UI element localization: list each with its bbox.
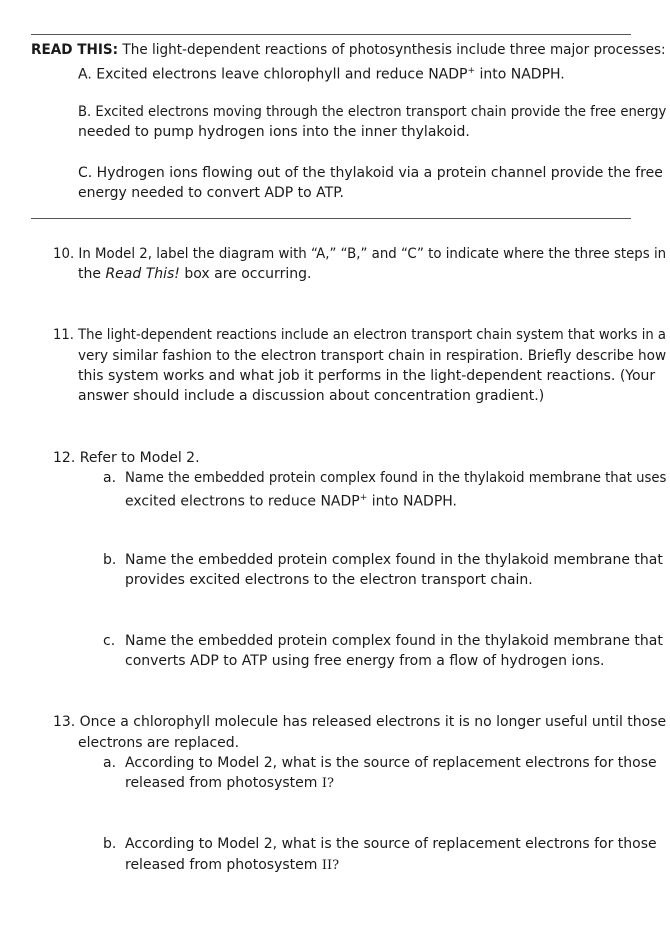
- read-this-step-b-line1: B. Excited electrons moving through the electron transport chain provide the free energy: [78, 104, 667, 120]
- q12a-superscript: +: [359, 493, 368, 503]
- q12a-text-end: into NADPH.: [367, 493, 458, 510]
- step-a-text-end: into NADPH.: [475, 66, 565, 83]
- q13a-marker: a.: [103, 755, 117, 771]
- q10-text: the: [78, 266, 106, 282]
- q10-italic-ref: Read This!: [105, 266, 180, 282]
- q13a-photosystem-numeral: I?: [321, 776, 334, 791]
- read-this-intro: The light-dependent reactions of photosynthesis include three major processes:: [122, 42, 666, 58]
- q13a-line1: According to Model 2, what is the source of replacement electrons for those: [125, 755, 657, 771]
- q13-line2: electrons are replaced.: [78, 735, 240, 751]
- q10-line2: [78, 264, 311, 284]
- q10-line1: 10. In Model 2, label the diagram with “A,” “B,” and “C” to indicate where the three steps in: [53, 246, 667, 262]
- read-this-intro-line: [31, 40, 666, 60]
- step-a-superscript: +: [467, 66, 476, 76]
- q13b-line1: According to Model 2, what is the source of replacement electrons for those: [125, 836, 657, 852]
- q11-line1: 11. The light-dependent reactions include an electron transport chain system that works in a: [53, 327, 666, 343]
- q12b-line1: Name the embedded protein complex found in the thylakoid membrane that: [125, 552, 663, 568]
- q12c-line2: converts ADP to ATP using free energy from a flow of hydrogen ions.: [125, 653, 605, 669]
- q13b-marker: b.: [103, 836, 117, 852]
- q12a-line1: Name the embedded protein complex found in the thylakoid membrane that uses: [125, 470, 667, 486]
- read-this-step-a: [78, 61, 565, 85]
- q13b-photosystem-numeral: II?: [321, 858, 340, 873]
- q11-line2: very similar fashion to the electron transport chain in respiration. Briefly describe how: [78, 348, 667, 364]
- step-a-text: A. Excited electrons leave chlorophyll and reduce NADP: [78, 66, 468, 83]
- q10-text-end: box are occurring.: [179, 266, 312, 282]
- q11-line3: this system works and what job it performs in the light-dependent reactions. (Your: [78, 368, 656, 384]
- q11-line4: answer should include a discussion about concentration gradient.): [78, 388, 545, 404]
- read-this-step-b-line2: needed to pump hydrogen ions into the inner thylakoid.: [78, 124, 470, 140]
- read-this-step-c-line2: energy needed to convert ADP to ATP.: [78, 185, 344, 201]
- q13a-line2: [125, 773, 334, 794]
- q13a-text: released from photosystem: [125, 775, 322, 791]
- read-this-heading: READ THIS:: [31, 42, 119, 58]
- q13-line1: 13. Once a chlorophyll molecule has released electrons it is no longer useful until those: [53, 714, 667, 730]
- q12c-marker: c.: [103, 633, 116, 649]
- q13b-line2: [125, 855, 339, 876]
- q12-stem: 12. Refer to Model 2.: [53, 450, 200, 466]
- read-this-step-c-line1: C. Hydrogen ions flowing out of the thylakoid via a protein channel provide the free: [78, 165, 663, 181]
- q12b-marker: b.: [103, 552, 117, 568]
- q12a-marker: a.: [103, 470, 117, 486]
- q13b-text: released from photosystem: [125, 857, 322, 873]
- q12c-line1: Name the embedded protein complex found in the thylakoid membrane that: [125, 633, 663, 649]
- q12a-text: excited electrons to reduce NADP: [125, 493, 360, 510]
- top-rule: [31, 34, 631, 35]
- q12a-line2: [125, 488, 457, 512]
- q12b-line2: provides excited electrons to the electron transport chain.: [125, 572, 533, 588]
- bottom-rule: [31, 218, 631, 219]
